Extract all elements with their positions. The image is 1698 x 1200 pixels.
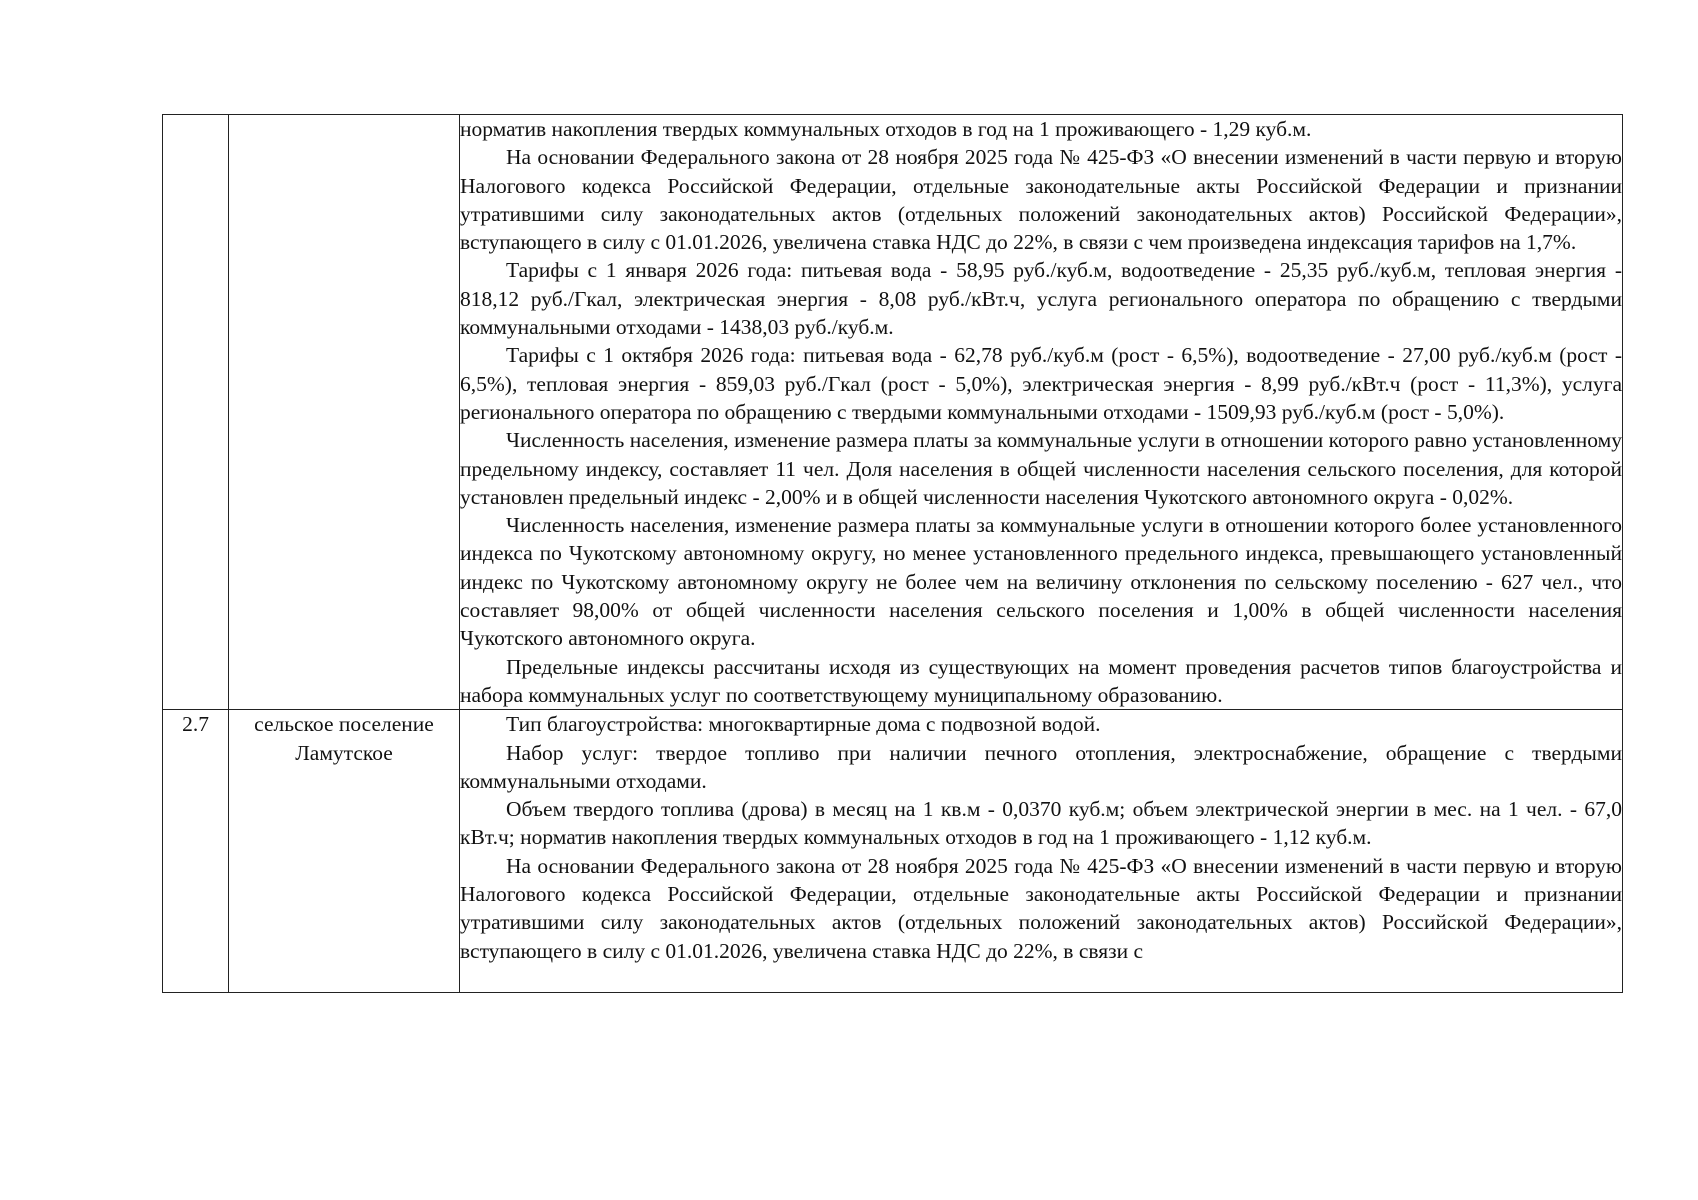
row-number-cell <box>163 115 229 710</box>
description-clip <box>460 710 1622 992</box>
tariff-table <box>162 114 1623 993</box>
table-row <box>163 710 1623 993</box>
paragraph: Численность населения, изменение размера платы за коммунальные услуги в отношении которого более установленного индекса по Чукотскому автономному округу, но менее установленного предельного индекса, превышающего установленный индекс по Чукотскому автономному округу не более чем на величину отклонения по сельскому поселению - 627 чел., что составляет 98,00% от общей численности населения сельского поселения и 1,00% в общей численности населения Чукотского автономного округа. <box>460 513 1622 651</box>
table-row <box>163 115 1623 710</box>
paragraph: Численность населения, изменение размера платы за коммунальные услуги в отношении которого равно установленному предельному индексу, составляет 11 чел. Доля населения в общей численности населения сельского поселения, для которой установлен предельный индекс - 2,00% и в общей численности населения Чукотского автономного округа - 0,02%. <box>460 428 1622 509</box>
paragraph: На основании Федерального закона от 28 ноября 2025 года № 425-ФЗ «О внесении изменений в части первую и вторую Налогового кодекса Российской Федерации, отдельные законодательные акты Российской Федерации и признании утратившими силу законодательных актов (отдельных положений законодательных актов) Российской Федерации», вступающего в силу с 01.01.2026, увеличена ставка НДС до 22%, в связи с чем произведена индексация тарифов на 1,7%. <box>460 145 1622 255</box>
paragraph: норматив накопления твердых коммунальных отходов в год на 1 проживающего - 1,29 куб.м. <box>460 117 1312 141</box>
municipality-name-cell <box>229 710 460 993</box>
paragraph: Объем твердого топлива (дрова) в месяц на 1 кв.м - 0,0370 куб.м; объем электрической энергии в мес. на 1 чел. - 67,0 кВт.ч; норматив накопления твердых коммунальных отходов в год на 1 проживающего - 1,12 куб.м. <box>460 797 1622 850</box>
paragraph: Тарифы с 1 января 2026 года: питьевая вода - 58,95 руб./куб.м, водоотведение - 25,35 руб./куб.м, тепловая энергия - 818,12 руб./Гкал, электрическая энергия - 8,08 руб./кВт.ч, услуга регионального оператора по обращению с твердыми коммунальными отходами - 1438,03 руб./куб.м. <box>460 258 1622 340</box>
paragraph: Предельные индексы рассчитаны исходя из существующих на момент проведения расчетов типов благоустройства и набора коммунальных услуг по соответствующему муниципальному образованию. <box>460 654 1622 707</box>
row-number-cell: 2.7 <box>163 710 229 993</box>
paragraph: Тарифы с 1 октября 2026 года: питьевая вода - 62,78 руб./куб.м (рост - 6,5%), водоотведение - 27,00 руб./куб.м (рост - 6,5%), тепловая энергия - 859,03 руб./Гкал (рост - 5,0%), электрическая энергия - 8,99 руб./кВт.ч (рост - 11,3%), услуга регионального оператора по обращению с твердыми коммунальными отходами - 1509,93 руб./куб.м (рост - 5,0%). <box>460 343 1622 424</box>
municipality-name-line: сельское поселение <box>254 712 434 737</box>
municipality-name-cell <box>229 115 460 710</box>
municipality-name-line: Ламутское <box>295 740 393 765</box>
paragraph: Тип благоустройства: многоквартирные дома с подвозной водой. <box>506 712 1101 737</box>
description-cell <box>460 710 1623 993</box>
paragraph: Набор услуг: твердое топливо при наличии печного отопления, электроснабжение, обращение с твердыми коммунальными отходами. <box>460 740 1622 793</box>
description-cell <box>460 115 1623 710</box>
paragraph: На основании Федерального закона от 28 ноября 2025 года № 425-ФЗ «О внесении изменений в части первую и вторую Налогового кодекса Российской Федерации, отдельные законодательные акты Российской Федерации и признании утратившими силу законодательных актов (отдельных положений законодательных актов) Российской Федерации», вступающего в силу с 01.01.2026, увеличена ставка НДС до 22%, в связи с <box>460 853 1622 963</box>
